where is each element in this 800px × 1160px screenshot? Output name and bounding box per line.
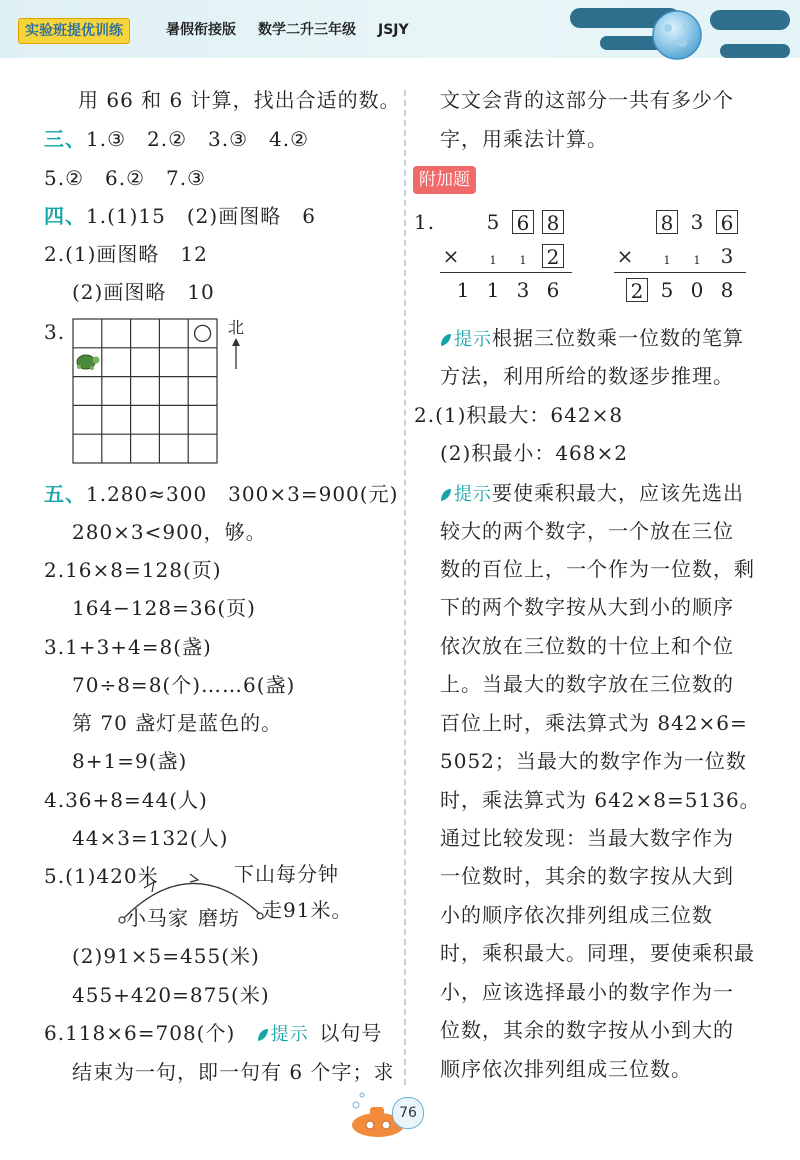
column-divider <box>404 90 406 1085</box>
m1-rule <box>440 272 572 273</box>
hint-2-line: 通过比较发现：当最大数字作为 <box>440 826 734 850</box>
hint-2-line: 上。当最大的数字放在三位数的 <box>440 672 734 696</box>
hint-2-line: 顺序依次排列组成三位数。 <box>440 1057 692 1081</box>
m2-times-sign: × <box>616 244 634 268</box>
hint-2-line: 数的百位上，一个作为一位数，剩 <box>440 557 755 581</box>
hint-2-line: 一位数时，其余的数字按从大到 <box>440 864 734 888</box>
section-5-line-1: 1.280≈300 300×3=900(元) <box>86 482 399 506</box>
leaf-icon <box>440 488 452 502</box>
turtle-icon <box>77 355 100 370</box>
right-line-1: 文文会背的这部分一共有多少个 <box>440 88 734 112</box>
diagram-downhill-text-1: 下山每分钟 <box>234 862 339 886</box>
page-number: 76 <box>392 1097 424 1129</box>
hint-2-line: 要使乘积最大，应该先选出 <box>492 481 744 505</box>
diagram-mill-label: 磨坊 <box>198 906 240 930</box>
north-label: 北 <box>228 318 246 337</box>
section-5-line-11: (2)91×5=455(米) <box>72 944 260 968</box>
hint-label: 提示 <box>454 484 492 505</box>
section-4-line-3: (2)画图略 10 <box>72 280 215 304</box>
subject-label: 数学二升三年级 <box>258 22 356 38</box>
leaf-icon <box>440 333 452 347</box>
section-4-line-2: 2.(1)画图略 12 <box>44 242 208 266</box>
series-badge: 实验班提优训练 <box>18 18 130 44</box>
hint-1-line-2: 方法，利用所给的数逐步推理。 <box>440 364 734 388</box>
m2-carry: 1 <box>663 254 671 267</box>
m2-result-digit: 0 <box>690 278 704 302</box>
m2-rule <box>614 272 746 273</box>
section-5-line-12: 455+420=875(米) <box>72 983 270 1007</box>
section-4-q3-label: 3. <box>44 320 66 344</box>
section-5-q5: 5.(1)420米 <box>44 864 159 888</box>
hint-2-line: 小的顺序依次排列组成三位数 <box>440 903 713 927</box>
multiplication-1 <box>440 210 574 300</box>
m1-result-digit: 1 <box>486 278 500 302</box>
m1-result-digit: 3 <box>516 278 530 302</box>
leaf-icon <box>257 1028 269 1042</box>
target-circle <box>195 325 211 341</box>
m2-carry: 1 <box>693 254 701 267</box>
section-5-line-14: 结束为一句，即一句有 6 个字；求 <box>72 1060 395 1084</box>
hint-label: 提示 <box>270 1024 309 1045</box>
bonus-q1-label: 1. <box>414 210 436 234</box>
hint-2-line: 依次放在三位数的十位上和个位 <box>440 634 734 658</box>
multiplication-2 <box>614 210 748 303</box>
diagram-downhill-text-2: 走91米。 <box>262 898 353 922</box>
bonus-q2-line-2: (2)积最小：468×2 <box>440 441 628 465</box>
m1-top-box: 8 <box>542 210 564 234</box>
section-5-line-7: 第 70 盏灯是蓝色的。 <box>72 711 283 735</box>
hint-2-line: 5052；当最大的数字作为一位数 <box>440 749 747 773</box>
m2-top-digit: 3 <box>690 210 704 234</box>
section-3-label: 三、 <box>44 127 86 151</box>
bonus-q2-line-1: 2.(1)积最大：642×8 <box>414 403 624 427</box>
section-5-line-3: 2.16×8=128(页) <box>44 558 222 582</box>
publisher-code: JSJY <box>378 22 409 38</box>
hint-2-line: 百位上时，乘法算式为 842×6= <box>440 711 748 735</box>
section-5-label: 五、 <box>44 482 86 506</box>
m1-result-digit: 6 <box>546 278 560 302</box>
m2-result-box: 2 <box>626 278 648 302</box>
section-5-line-10: 44×3=132(人) <box>72 826 229 850</box>
diagram-home-label: 小马家 <box>126 906 189 930</box>
m1-carry: 1 <box>519 254 527 267</box>
hint-1-line-1: 根据三位数乘一位数的笔算 <box>492 326 744 350</box>
m2-result-digit: 8 <box>720 278 734 302</box>
section-4-label: 四、 <box>44 204 86 228</box>
hint-2-line: 时，乘法算式为 642×8=5136。 <box>440 788 761 812</box>
hint-2-line: 较大的两个数字，一个放在三位 <box>440 519 734 543</box>
section-5-line-2: 280×3<900，够。 <box>72 520 267 544</box>
hint-2-line: 位数，其余的数字按从小到大的 <box>440 1018 734 1042</box>
left-line-1: 用 66 和 6 计算，找出合适的数。 <box>78 88 401 112</box>
m1-carry: 1 <box>489 254 497 267</box>
section-4-line-1: 1.(1)15 (2)画图略 6 <box>86 204 316 228</box>
hint-2-line: 下的两个数字按从大到小的顺序 <box>440 595 734 619</box>
hint-2-line: 时，乘积最大。同理，要使乘积最 <box>440 941 755 965</box>
section-5-line-4: 164−128=36(页) <box>72 596 256 620</box>
north-arrow-icon <box>230 338 242 370</box>
section-5-line-5: 3.1+3+4=8(盏) <box>44 635 212 659</box>
section-5-line-8: 8+1=9(盏) <box>72 749 188 773</box>
hint-2-line: 小，应该选择最小的数字作为一 <box>440 980 734 1004</box>
m2-result-digit: 5 <box>660 278 674 302</box>
m2-top-box: 6 <box>716 210 738 234</box>
m2-top-box: 8 <box>656 210 678 234</box>
m1-mult-box: 2 <box>542 244 564 268</box>
edition-label: 暑假衔接版 <box>166 22 236 38</box>
section-5-line-9: 4.36+8=44(人) <box>44 788 208 812</box>
right-line-2: 字，用乘法计算。 <box>440 127 608 151</box>
planet-decoration <box>560 0 800 80</box>
m2-mult-digit: 3 <box>720 244 734 268</box>
m1-top-digit: 5 <box>486 210 500 234</box>
section-3-line-1: 1.③ 2.② 3.③ 4.② <box>86 127 310 151</box>
section-5-line-13: 6.118×6=708(个) <box>44 1021 236 1045</box>
hint-label: 提示 <box>454 329 492 350</box>
m1-top-box: 6 <box>512 210 534 234</box>
section-5-line-6: 70÷8=8(个)……6(盏) <box>72 673 296 697</box>
bonus-section-label: 附加题 <box>413 166 476 194</box>
section-5-line-13-hint: 以句号 <box>319 1021 383 1045</box>
m1-times-sign: × <box>442 244 460 268</box>
position-grid <box>72 318 220 466</box>
section-3-line-2: 5.② 6.② 7.③ <box>44 166 207 190</box>
planet-icon <box>648 6 706 64</box>
m1-result-digit: 1 <box>456 278 470 302</box>
